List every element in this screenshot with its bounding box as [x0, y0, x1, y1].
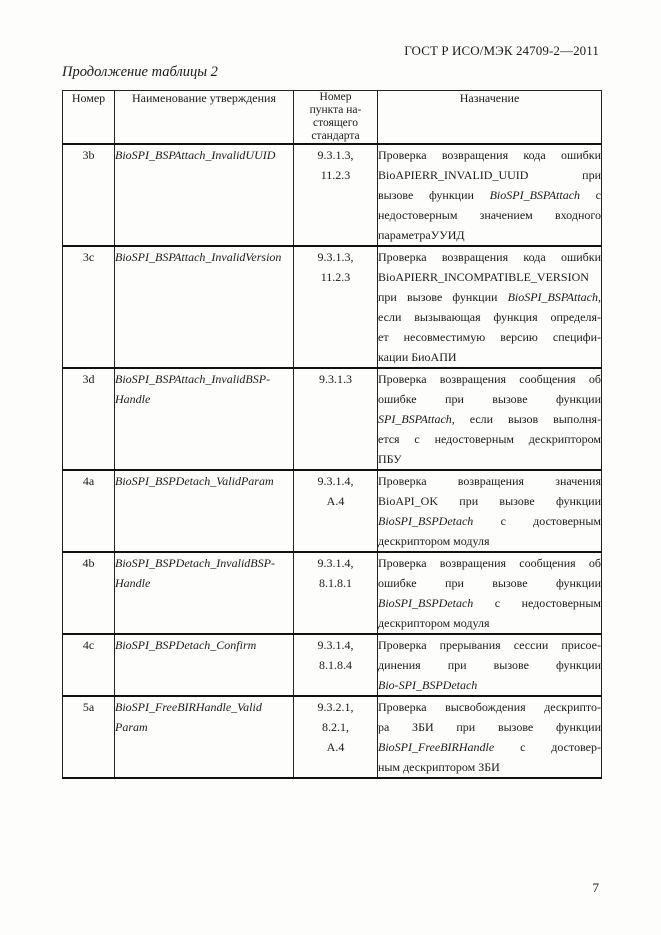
purpose-text: при вызове функции	[378, 290, 508, 304]
purpose-line	[378, 757, 601, 777]
clause-header-line: Номер	[319, 91, 352, 103]
purpose-line	[378, 409, 601, 429]
purpose-line	[378, 573, 601, 593]
clause-line: 9.3.1.4,	[317, 474, 354, 488]
purpose-line	[378, 553, 601, 573]
assertion-name-cell	[115, 470, 294, 552]
row-number-cell: 3c	[63, 246, 115, 368]
purpose-line	[378, 675, 601, 695]
row-number-cell: 5a	[63, 696, 115, 778]
purpose-line	[378, 613, 601, 633]
purpose-text: BioAPIERR_INVALID_UUID при	[378, 168, 601, 182]
purpose-text: с достоверным	[473, 514, 601, 528]
purpose-text: ет несовместимую версию специфи-	[378, 330, 601, 344]
purpose-cell	[378, 470, 602, 552]
purpose-text: дескриптором модуля	[378, 616, 490, 630]
purpose-line	[378, 347, 601, 367]
assertion-name-cell	[115, 368, 294, 470]
purpose-line	[378, 511, 601, 531]
document-standard-header: ГОСТ Р ИСО/МЭК 24709-2—2011	[404, 43, 599, 58]
clause-line: 11.2.3	[320, 168, 351, 182]
assertion-name-line: Handle	[115, 392, 151, 406]
purpose-line	[378, 247, 601, 267]
purpose-text: ,	[598, 290, 601, 304]
purpose-text: Проверка высвобождения дескрипто-	[378, 700, 601, 714]
assertion-name-cell	[115, 144, 294, 246]
purpose-text: ра ЗБИ при вызове функции	[378, 720, 601, 734]
row-number-cell: 3d	[63, 368, 115, 470]
column-header-clause	[294, 91, 378, 145]
purpose-line	[378, 635, 601, 655]
purpose-line	[378, 287, 601, 307]
purpose-line	[378, 185, 601, 205]
clause-line: 9.3.2.1,	[317, 700, 354, 714]
table-row	[63, 552, 602, 634]
purpose-line	[378, 531, 601, 551]
page-number: 7	[592, 880, 599, 895]
clause-line: 8.1.8.4	[319, 658, 352, 672]
purpose-cell	[378, 552, 602, 634]
clause-cell	[294, 246, 378, 368]
column-header-assertion-name: Наименование утверждения	[115, 91, 294, 145]
purpose-line	[378, 327, 601, 347]
table-header-row	[63, 91, 602, 145]
purpose-text: если вызывающая функция определя-	[378, 310, 601, 324]
purpose-text: BioAPI_OK при вызове функции	[378, 494, 601, 508]
purpose-line	[378, 491, 601, 511]
clause-line: 8.2.1,	[322, 720, 349, 734]
clause-line: 9.3.1.3	[319, 372, 352, 386]
assertion-name-cell	[115, 552, 294, 634]
purpose-text: ным дескриптором ЗБИ	[378, 760, 500, 774]
clause-cell	[294, 696, 378, 778]
purpose-cell	[378, 368, 602, 470]
assertion-name-line: BioSPI_FreeBIRHandle_Valid	[115, 700, 262, 714]
row-number-cell: 3b	[63, 144, 115, 246]
purpose-text: ПБУ	[378, 452, 402, 466]
purpose-line	[378, 655, 601, 675]
clause-line: A.4	[326, 740, 345, 754]
purpose-line	[378, 593, 601, 613]
row-number-cell: 4c	[63, 634, 115, 696]
purpose-text: , если вызов выполня-	[451, 412, 601, 426]
table-row	[63, 696, 602, 778]
clause-cell	[294, 634, 378, 696]
purpose-line	[378, 737, 601, 757]
table-row	[63, 470, 602, 552]
row-number-cell: 4a	[63, 470, 115, 552]
purpose-text: с	[580, 188, 601, 202]
assertion-name-cell	[115, 696, 294, 778]
purpose-text: дескриптором модуля	[378, 534, 490, 548]
purpose-line	[378, 369, 601, 389]
column-header-number: Номер	[63, 91, 115, 145]
function-name-text: BioSPI_BSPDetach	[378, 596, 474, 610]
table-row	[63, 246, 602, 368]
assertion-name-line: BioSPI_BSPDetach_ValidParam	[115, 474, 274, 488]
assertion-name-cell	[115, 634, 294, 696]
purpose-text: с недостоверным	[473, 596, 601, 610]
purpose-text: ется с недостоверным дескриптором	[378, 432, 601, 446]
row-number-cell: 4b	[63, 552, 115, 634]
purpose-line	[378, 449, 601, 469]
purpose-cell	[378, 246, 602, 368]
purpose-text: ошибке при вызове функции	[378, 392, 601, 406]
clause-header-line: стандарта	[311, 130, 360, 142]
purpose-text: Проверка возвращения кода ошибки	[378, 148, 601, 162]
purpose-text: вызове функции	[378, 188, 490, 202]
purpose-text: Проверка возвращения сообщения об	[378, 372, 601, 386]
clause-header-line: пункта на-	[309, 104, 362, 116]
function-name-text: BioSPI_FreeBIRHandle	[378, 740, 495, 754]
purpose-text: Проверка возвращения значения	[378, 474, 601, 488]
purpose-line	[378, 267, 601, 287]
purpose-line	[378, 429, 601, 449]
purpose-line	[378, 145, 601, 165]
clause-line: 9.3.1.4,	[317, 556, 354, 570]
clause-line: 11.2.3	[320, 270, 351, 284]
clause-line: 9.3.1.4,	[317, 638, 354, 652]
purpose-text: BioAPIERR_INCOMPATIBLE_VERSION	[378, 270, 589, 284]
assertion-name-line: BioSPI_BSPAttach_InvalidBSP-	[115, 372, 271, 386]
purpose-text: Проверка прерывания сессии присое-	[378, 638, 601, 652]
clause-header-line: стоящего	[313, 117, 358, 129]
purpose-line	[378, 389, 601, 409]
function-name-text: BioSPI_BSPDetach	[378, 514, 474, 528]
purpose-text: Проверка возвращения кода ошибки	[378, 250, 601, 264]
clause-cell	[294, 470, 378, 552]
function-name-text: SPI_BSPAttach	[378, 412, 452, 426]
purpose-text: недостоверным значением входного	[378, 208, 601, 222]
purpose-text: с достовер-	[494, 740, 601, 754]
function-name-text: BioSPI_BSPAttach	[507, 290, 598, 304]
purpose-line	[378, 471, 601, 491]
assertion-name-cell	[115, 246, 294, 368]
purpose-text: Проверка возвращения сообщения об	[378, 556, 601, 570]
clause-line: 8.1.8.1	[319, 576, 352, 590]
assertions-table	[62, 90, 602, 779]
table-body	[63, 144, 602, 778]
clause-cell	[294, 552, 378, 634]
function-name-text: BioSPI_BSPAttach	[489, 188, 581, 202]
purpose-line	[378, 205, 601, 225]
clause-line: A.4	[326, 494, 345, 508]
assertion-name-line: BioSPI_BSPAttach_InvalidUUID	[115, 148, 276, 162]
purpose-line	[378, 307, 601, 327]
purpose-line	[378, 717, 601, 737]
clause-line: 9.3.1.3,	[317, 250, 354, 264]
assertion-name-line: BioSPI_BSPAttach_InvalidVersion	[115, 250, 282, 264]
table-row	[63, 144, 602, 246]
assertion-name-line: Handle	[115, 576, 151, 590]
purpose-cell	[378, 634, 602, 696]
clause-line: 9.3.1.3,	[317, 148, 354, 162]
purpose-text: кации БиоАПИ	[378, 350, 457, 364]
purpose-line	[378, 165, 601, 185]
table-row	[63, 634, 602, 696]
purpose-cell	[378, 696, 602, 778]
clause-cell	[294, 144, 378, 246]
purpose-cell	[378, 144, 602, 246]
purpose-line	[378, 697, 601, 717]
function-name-text: Bio-SPI_BSPDetach	[378, 678, 478, 692]
table-caption: Продолжение таблицы 2	[62, 64, 218, 80]
assertion-name-line: BioSPI_BSPDetach_Confirm	[115, 638, 257, 652]
purpose-text: ошибке при вызове функции	[378, 576, 601, 590]
table-row	[63, 368, 602, 470]
clause-cell	[294, 368, 378, 470]
purpose-text: параметраУУИД	[378, 228, 465, 242]
purpose-text: динения при вызове функции	[378, 658, 601, 672]
purpose-line	[378, 225, 601, 245]
column-header-purpose: Назначение	[378, 91, 602, 145]
assertion-name-line: BioSPI_BSPDetach_InvalidBSP-	[115, 556, 275, 570]
assertion-name-line: Param	[115, 720, 148, 734]
